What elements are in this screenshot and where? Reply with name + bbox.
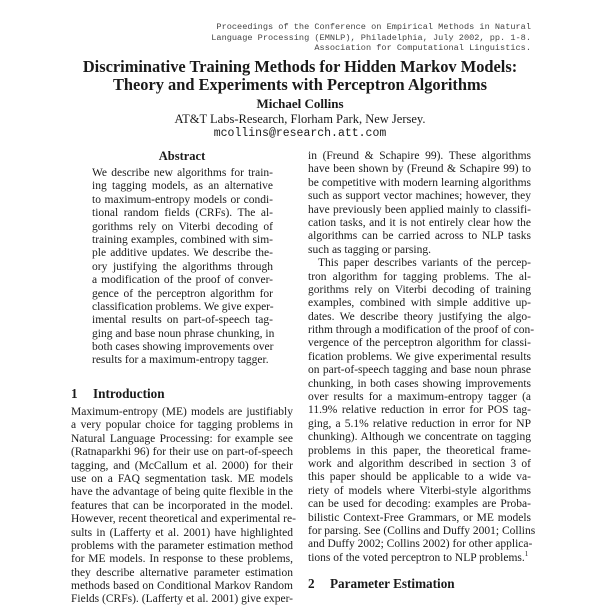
footnote-marker: 1 <box>524 549 529 558</box>
text-line: in (Freund & Schapire 99). These algorithms <box>308 150 531 162</box>
text-line: riety of models where Viterbi-style algorithms <box>308 484 531 497</box>
text-line: work and algorithm described in section 3 of <box>308 457 531 470</box>
text-line: fication problems. We give experimental results <box>308 350 531 363</box>
text-line: ory justifying the algorithms through <box>92 260 273 273</box>
text-line: Maximum-entropy (ME) models are justifiably <box>71 406 293 418</box>
paper-title <box>0 58 600 94</box>
text-line: and Duffy 2002; Collins 2002) for other applica- <box>308 538 533 551</box>
text-line: problems with the parameter estimation method <box>71 539 293 552</box>
section-title: Introduction <box>93 386 165 401</box>
text-line: training examples, combined with sim- <box>92 233 273 246</box>
text-line: ging, a 5.1% relative reduction in error for NP <box>308 417 531 430</box>
text-line: results for a maximum-entropy tagger. <box>92 354 269 367</box>
text-line: methods based on Conditional Markov Random <box>71 580 293 593</box>
text-line: Natural Language Processing: for example see <box>71 432 293 445</box>
text-line: chunking). Although we concentrate on tagging <box>308 431 531 444</box>
text-line: tagging, and (McCallum et al. 2000) for their <box>71 459 293 472</box>
text-line: have previously been applied mainly to classifi- <box>308 203 531 216</box>
text-line: 11.9% relative reduction in error for POS tag- <box>308 404 531 417</box>
text-line: tron algorithm for tagging problems. The al- <box>308 270 531 283</box>
text-line: chunking, in both cases showing improvements <box>308 377 531 390</box>
text-line: can be used for decoding: examples are Proba- <box>308 498 531 511</box>
text-line: gence of the perceptron algorithm for <box>92 287 273 300</box>
right-column-body <box>308 150 536 565</box>
text-line: for ME models. In response to these problems, <box>71 553 293 566</box>
title-line-2: Theory and Experiments with Perceptron Algorithms <box>112 75 488 94</box>
text-line: This paper describes variants of the percep- <box>318 257 531 270</box>
text-line: for parsing. See (Collins and Duffy 2001; Collins <box>308 524 536 537</box>
text-line: dates. We describe theory justifying the algo- <box>308 310 531 323</box>
text-line: imental results on part-of-speech tag- <box>92 314 273 327</box>
text-line: such as tagging or parsing. <box>308 243 431 256</box>
text-line: ing tagging models, as an alternative <box>92 180 273 193</box>
text-line: over results for a maximum-entropy tagger (a <box>308 391 531 404</box>
text-line: use on a FAQ segmentation task. ME models <box>71 472 293 485</box>
text-line: sults in (Lafferty et al. 2001) have highlighted <box>71 526 293 539</box>
text-line: on part-of-speech tagging and base noun phrase <box>308 364 531 377</box>
introduction-body <box>71 406 296 607</box>
text-line: tions of the voted perceptron to NLP problems.$^1$ <box>308 549 529 564</box>
text-line: examples, combined with simple additive up- <box>308 297 531 310</box>
text-line: tional random fields (CRFs). The al- <box>92 207 273 220</box>
text-line: rithm through a modification of the proof of con- <box>308 324 535 337</box>
text-line: Fields (CRFs). (Lafferty et al. 2001) give exper- <box>71 593 293 606</box>
text-line: gorithms rely on Viterbi decoding of <box>92 220 273 233</box>
text-line: features that can be incorporated in the model. <box>71 499 293 512</box>
text-line: to maximum-entropy models or condi- <box>92 193 273 206</box>
text-line: However, recent theoretical and experimental re- <box>71 513 296 526</box>
text-line: gorithms rely on Viterbi decoding of training <box>308 283 531 296</box>
text-line: they describe alternative parameter estimation <box>71 566 293 579</box>
header-line: Proceedings of the Conference on Empirical Methods in Natural <box>216 22 531 32</box>
author-email: mcollins@research.att.com <box>213 127 387 140</box>
text-line: cation tasks, and it is not entirely clear how the <box>308 216 531 229</box>
text-line: be competitive with modern learning algorithms <box>308 176 531 189</box>
section-1-heading <box>71 386 165 401</box>
text-line: ging and base noun phrase chunking, in <box>92 327 275 340</box>
title-line-1: Discriminative Training Methods for Hidden Markov Models: <box>82 57 518 76</box>
author-affiliation: AT&T Labs-Research, Florham Park, New Jersey. <box>174 112 426 126</box>
text-line: this paper should be applicable to a wide va- <box>308 471 531 484</box>
abstract-body <box>92 167 273 368</box>
text-line: have been shown by (Freund & Schapire 99) to <box>308 163 531 176</box>
text-line: such as support vector machines; however, they <box>308 190 531 203</box>
text-line: problems in this paper, the theoretical frame- <box>308 444 531 457</box>
text-line: We describe new algorithms for train- <box>92 167 273 179</box>
header-line: Association for Computational Linguistics. <box>314 43 531 54</box>
text-line: classification problems. We give exper- <box>92 300 274 313</box>
text-line: ple additive updates. We describe the- <box>92 247 273 260</box>
text-line: a very popular choice for tagging problems in <box>71 419 293 432</box>
author-name: Michael Collins <box>256 96 344 111</box>
text-line: have the advantage of being quite flexible in the <box>71 486 293 499</box>
section-2-heading <box>308 576 455 591</box>
text-line: both cases showing improvements over <box>92 341 274 354</box>
section-number: 1 <box>71 386 78 401</box>
text-line: vergence of the perceptron algorithm for classi- <box>308 337 531 350</box>
text-line: bilistic Context-Free Grammars, or ME models <box>308 511 531 524</box>
text-line: (Ratnaparkhi 96) for their use on part-of-speech <box>71 446 293 459</box>
abstract-heading: Abstract <box>158 149 206 163</box>
section-title: Parameter Estimation <box>330 576 455 591</box>
proceedings-header <box>211 22 531 54</box>
section-number: 2 <box>308 576 315 591</box>
text-line: algorithms can be carried across to NLP tasks <box>308 230 531 243</box>
text-line: a modification of the proof of conver- <box>92 274 273 287</box>
header-line: Language Processing (EMNLP), Philadelphia, July 2002, pp. 1-8. <box>211 32 531 43</box>
